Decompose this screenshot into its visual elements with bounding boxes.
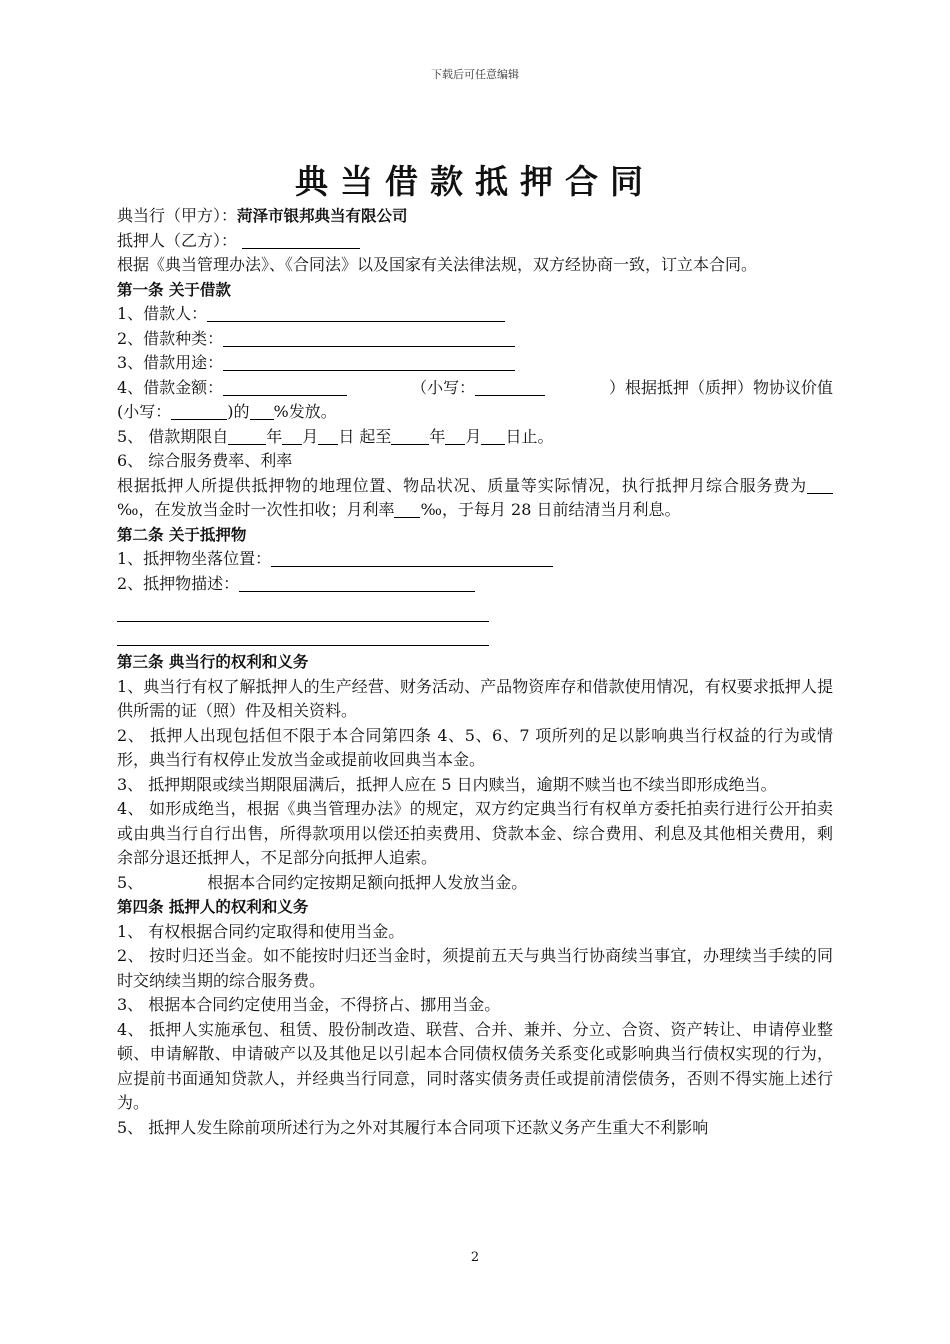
loan-amount-small-blank[interactable] [475,378,545,396]
loan-amount-line [117,376,833,401]
start-year-label: 年 [266,426,283,446]
header-note: 下载后可任意编辑 [431,68,519,81]
borrower-blank[interactable] [207,304,505,322]
ratio-suffix: %发放。 [273,402,337,421]
loan-type-blank[interactable] [223,329,515,347]
fee-rate-paragraph [117,474,833,523]
mortgagor-label: 抵押人（乙方）： [117,230,238,250]
collateral-desc-blank-2[interactable] [117,604,489,622]
pawnshop-line [117,204,833,229]
contract-body [117,204,833,1140]
collateral-location-label: 1、抵押物坐落位置： [117,549,272,568]
loan-amount-label: 4、借款金额： [117,377,224,397]
service-fee-blank[interactable] [807,476,833,494]
fee-text-c: ‰，于每月 28 日前结清当月利息。 [420,500,681,519]
loan-amount-small-label: （小写： [411,377,476,397]
mortgagor-line [117,229,833,254]
loan-type-label: 2、借款种类： [117,328,224,348]
start-month-blank[interactable] [282,427,302,445]
article-4-item-4: 4、 抵押人实施承包、租赁、股份制改造、联营、合并、兼并、分立、合资、资产转让、申请停业整顿、申请解散、申请破产以及其他足以引起本合同债权债务关系变化或影响典当行债权实现的行为，应提前书面通知贷款人，并经典当行同意，同时落实债务责任或提前清偿债务，否则不得实施上述行为。 [117,1019,833,1112]
end-year-blank[interactable] [391,427,429,445]
start-year-blank[interactable] [228,427,266,445]
pawnshop-label: 典当行（甲方）： [117,206,238,225]
ratio-blank[interactable] [250,402,274,420]
collateral-location-blank[interactable] [271,549,553,567]
mortgagor-blank[interactable] [242,231,360,249]
article-4-item-1: 1、 有权根据合同约定取得和使用当金。 [117,921,405,941]
loan-amount-blank[interactable] [223,378,347,396]
borrower-label: 1、借款人： [117,304,208,323]
end-month-blank[interactable] [445,427,465,445]
ratio-label: )的 [227,402,250,421]
end-day-blank[interactable] [481,427,505,445]
article-3-item-3: 3、 抵押期限或续当期限届满后，抵押人应在 5 日内赎当，逾期不赎当也不续当即形成绝当。 [117,774,777,794]
document-title: 典当借款抵押合同 [295,162,655,201]
start-day-label: 日 起至 [338,426,392,446]
article-2-heading: 第二条 关于抵押物 [117,525,247,544]
loan-term-line [117,425,833,450]
preamble: 根据《典当管理办法》、《合同法》以及国家有关法律法规，双方经协商一致，订立本合同。 [117,255,758,274]
article-3-item-4: 4、 如形成绝当，根据《典当管理办法》的规定，双方约定典当行有权单方委托拍卖行进行公开拍卖或由典当行自行出售，所得款项用以偿还拍卖费用、贷款本金、综合费用、利息及其他相关费用，剩余部分退还抵押人，不足部分向抵押人追索。 [117,799,833,867]
article-3-item-5-num: 5、 [117,872,144,892]
article-4-item-5: 5、 抵押人发生除前项所述行为之外对其履行本合同项下还款义务产生重大不利影响 [117,1117,709,1137]
end-year-label: 年 [429,426,446,446]
collateral-desc-label: 2、抵押物描述： [117,573,240,593]
article-3-item-2: 2、 抵押人出现包括但不限于本合同第四条 4、5、6、7 项所列的足以影响典当行权益的行为或情形，典当行有权停止发放当金或提前收回典当本金。 [117,725,833,769]
article-3-item-5 [117,871,833,896]
interest-rate-blank[interactable] [394,500,420,518]
end-month-label: 月 [465,426,482,446]
collateral-desc-blank-3[interactable] [117,628,489,646]
end-day-label: 日止。 [505,426,554,446]
collateral-value-label: ）根据抵押（质押）物协议价值 [608,377,833,397]
collateral-small-blank[interactable] [171,402,227,420]
collateral-location-line [117,547,833,572]
collateral-desc-line [117,572,833,597]
article-4-item-3: 3、 根据本合同约定使用当金，不得挤占、挪用当金。 [117,995,501,1014]
collateral-small-label: (小写： [117,402,172,421]
loan-term-label: 5、 借款期限自 [117,426,229,446]
loan-purpose-blank[interactable] [223,353,515,371]
loan-type-line [117,327,833,352]
collateral-desc-blank[interactable] [239,574,475,592]
borrower-line [117,302,833,327]
article-3-item-1: 1、典当行有权了解抵押人的生产经营、财务活动、产品物资库存和借款使用情况，有权要求抵押人提供所需的证（照）件及相关资料。 [117,676,833,720]
article-1-heading: 第一条 关于借款 [117,280,231,299]
article-4-item-2: 2、 按时归还当金。如不能按时归还当金时，须提前五天与典当行协商续当事宜，办理续当手续的同时交纳续当期的综合服务费。 [117,946,833,990]
fee-text-b: ‰，在发放当金时一次性扣收；月利率 [117,500,395,519]
article-4-heading: 第四条 抵押人的权利和义务 [117,898,309,916]
loan-amount-line-2 [117,400,833,425]
loan-purpose-line [117,351,833,376]
loan-purpose-label: 3、借款用途： [117,353,224,372]
article-3-heading: 第三条 典当行的权利和义务 [117,653,309,671]
page-number: 2 [470,1250,480,1265]
start-day-blank[interactable] [318,427,338,445]
fee-text-a: 根据抵押人所提供抵押物的地理位置、物品状况、质量等实际情况，执行抵押月综合服务费为 [117,475,807,495]
pawnshop-name: 菏泽市银邦典当有限公司 [237,207,408,225]
article-3-item-5-text: 根据本合同约定按期足额向抵押人发放当金。 [207,872,528,892]
start-month-label: 月 [302,426,319,446]
fee-rate-heading: 6、 综合服务费率、利率 [117,451,293,470]
